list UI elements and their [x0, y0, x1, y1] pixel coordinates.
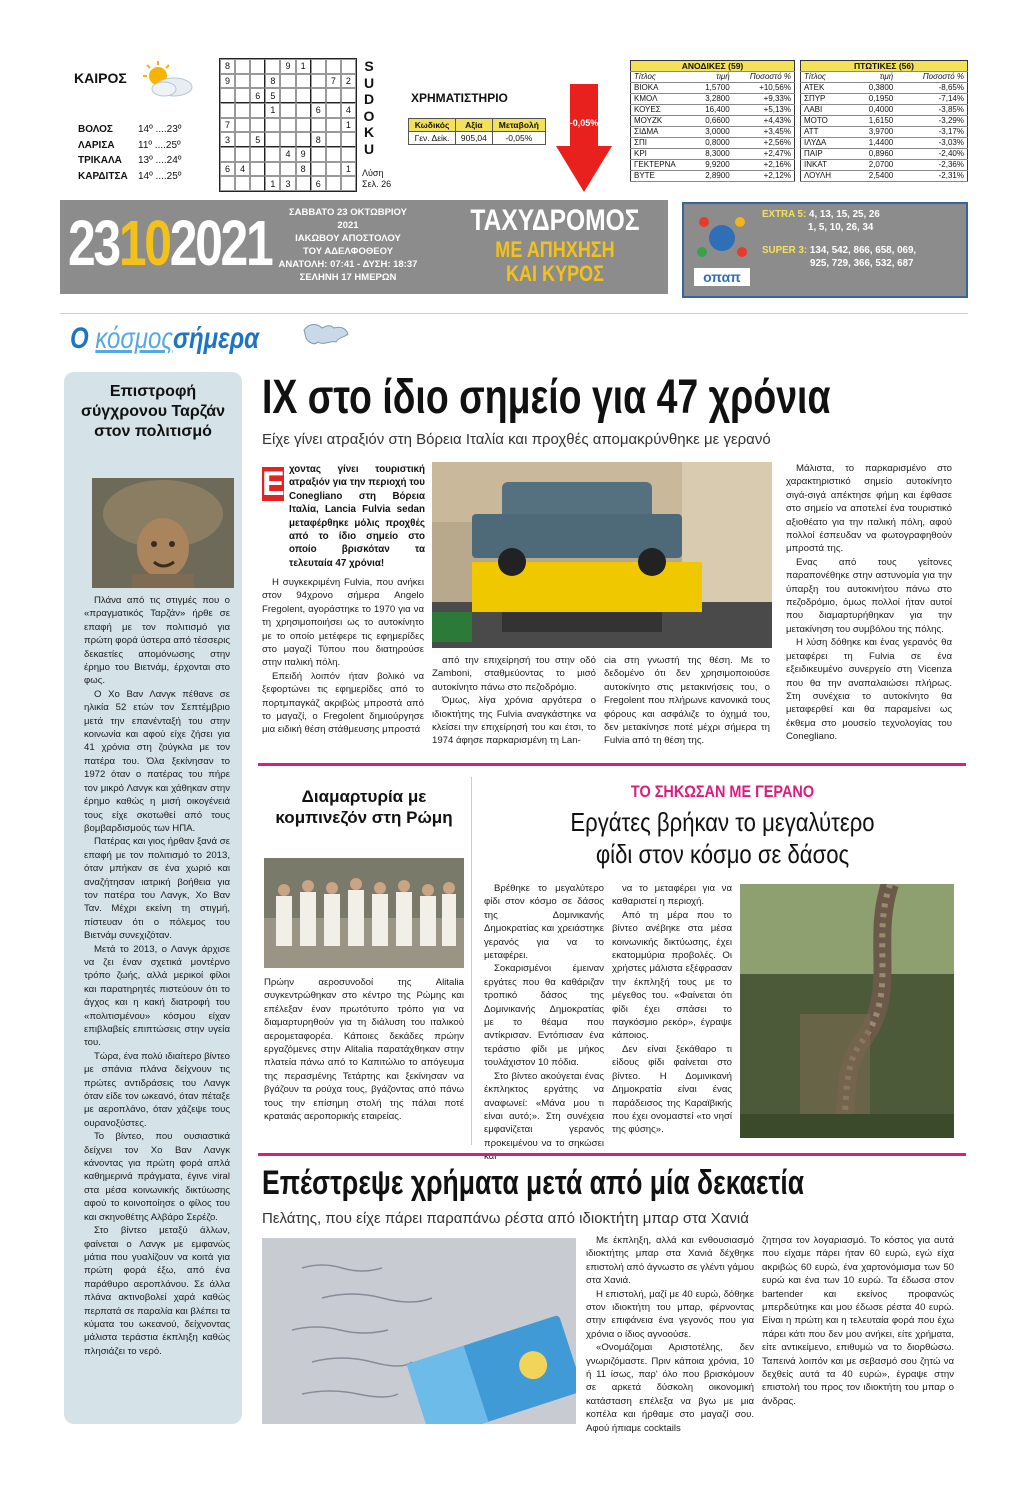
weather-temp: 14º ....23º [138, 124, 182, 135]
opap-logo-icon [692, 210, 752, 290]
article-column [432, 654, 596, 748]
article-column: cia στη γνωστή της θέση. Με το δεδομένο ότι δεν χρησιμοποιούσε αυτοκίνητο στις μετακινήσεις του, ο Fregolent που πλήρωνε κανονικά τους φόρους και ασφάλιζε το όχημά του, δεν μετακίνησε ποτέ μέχρι σήμερα τη Fulvia από τη θέση της. [604, 655, 770, 747]
extra5-numbers: 4, 13, 15, 25, 26 [809, 209, 880, 220]
sudoku-cell [296, 74, 311, 89]
sudoku-label [362, 58, 376, 157]
sudoku-cell [311, 147, 326, 162]
sudoku-cell [341, 132, 356, 147]
stock-cell: 905,04 [456, 132, 493, 145]
stock-col-header: Ποσοστό % [896, 72, 967, 83]
weather-title: ΚΑΙΡΟΣ [74, 70, 127, 86]
weather-temp: 13º ....24º [138, 155, 182, 166]
sudoku-cell [265, 162, 280, 177]
paragraph: Από τη μέρα που το βίντεο ανέβηκε στα μέσα κοινωνικής δικτύωσης, έχει εκατομμύρια προβολές. Οι χρήστες μάλιστα εξέφρασαν την έκπληξή τους με το μέγεθος του. «Φαίνεται ότι φίδι έχει σπάσει το παγκόσμιο ρεκόρ», έγραψε κάποιος. [612, 909, 732, 1042]
sudoku-cell [296, 176, 311, 191]
stock-row [631, 83, 795, 94]
sudoku-cell [296, 118, 311, 133]
date-year: 2021 [169, 207, 272, 279]
sudoku-cell [326, 162, 341, 177]
sudoku-cell: 2 [341, 74, 356, 89]
letter-and-banknote-photo [262, 1238, 576, 1424]
stock-col-header: Τίτλος [631, 72, 694, 83]
snake-title [516, 806, 928, 870]
sudoku-cell [326, 118, 341, 133]
stock-row [801, 116, 968, 127]
paragraph: Ο Χο Βαν Λανγκ πέθανε σε ηλικία 52 ετών τον Σεπτέμβριο μετά την επανένταξή του στην κοινωνία και αφού είχε ζήσει για 41 χρόνια στη ζούγκλα με τον πατέρα του. Όλα ξεκίνησαν το 1972 όταν ο πατέρας του πήρε τον μικρό Λανγκ και χάθηκαν στην έρημο καθώς η μισή οικογένειά τους είχε σκοτωθεί από τους βομβαρδισμούς των ΗΠΑ. [84, 688, 230, 834]
paragraph: Μάλιστα, το παρκαρισμένο στο χαρακτηριστικό σημείο αυτοκίνητο σιγά-σιγά απέκτησε φήμη και έφθασε στο σημείο να αποτελεί ένα τουριστικό αξιοθέατο για την ιταλική πόλη, αφού πολλοί έσπευδαν να φωτογραφηθούν μπροστά της. [786, 463, 952, 555]
protest-photo [264, 858, 464, 968]
stock-cell: +10,56% [733, 83, 795, 94]
stock-row [631, 105, 795, 116]
stock-cell: -3,03% [896, 138, 967, 149]
stock-header: Μεταβολή [492, 119, 545, 132]
sudoku-letter: D [363, 91, 375, 107]
date-month: 10 [118, 207, 170, 279]
sudoku-grid [219, 58, 357, 192]
index-change: -0,05% [569, 118, 599, 128]
banner-o: Ο [70, 322, 89, 355]
date-day: 23 [68, 207, 119, 279]
paragraph: από την επιχείρησή του στην οδό Zamboni, σταθμεύοντας το μισό αυτοκίνητο πάνω στο πεζοδρόμιο. [432, 655, 596, 693]
sudoku-cell [250, 74, 265, 89]
sudoku-cell [326, 88, 341, 103]
weather-city: ΒΟΛΟΣ [78, 124, 113, 135]
extra5-numbers-2: 1, 5, 10, 26, 34 [808, 222, 874, 233]
stock-cell: Γεν. Δείκ. [409, 132, 456, 145]
stock-cell: 0,8960 [851, 149, 897, 160]
paragraph: Πατέρας και γιος ήρθαν ξανά σε επαφή με τον πολιτισμό το 2013, όταν μπήκαν σε ένα χωριό και αναζήτησαν ιατρική βοήθεια για τον πατέρα του Λανγκ, Χο Βαν Ταν. Μέχρι εκείνη τη στιγμή, πίστευαν ότι ο πόλεμος του Βιετνάμ συνεχιζόταν. [84, 836, 230, 942]
big-date [68, 206, 271, 280]
sudoku-letter: O [363, 107, 375, 124]
sudoku-cell: 6 [250, 88, 265, 103]
stock-cell: ΙΝΚΑΤ [801, 160, 851, 171]
sudoku-cell: 7 [326, 74, 341, 89]
sudoku-cell [280, 103, 295, 118]
down-arrow-icon [556, 84, 612, 192]
sudoku-letter: U [363, 74, 375, 91]
stock-header-row [631, 72, 795, 83]
weather-row [78, 153, 181, 169]
world-map-icon [300, 318, 352, 354]
stock-cell: ΜΟΤΟ [801, 116, 851, 127]
article-column: ζητησα τον λογαριασμό. Το κόστος για αυτά που είχαμε πάρει ήταν 60 ευρώ, εγώ είχα ακριβώς 60 ευρώ, ένα χαρτονόμισμα των 50 ευρώ και ένα των 10 ευρώ. Τα έδωσα στον bartender και εκείνος προφανώς μπερδεύτηκε και μου έδωσε ρέστα 40 ευρώ. Είναι η πρώτη και η τελευταία φορά που έχω πάρει κάτι που δεν μου ανήκει, είτε χρήματα, είτε αντικείμενο, επιθυμώ να το διορθώσω. Ταπεινά λοιπόν και με σεβασμό σου ζητώ να δεχθείς αυτά τα 40 ευρώ», έγραψε στην επιστολή του προς τον ιδιοκτήτη του μπαρ ο άνδρας. [762, 1235, 954, 1407]
sudoku-cell [235, 147, 250, 162]
weather-city: ΤΡΙΚΑΛΑ [78, 155, 122, 166]
stock-cell: ΣΙΔΜΑ [631, 127, 694, 138]
stock-cell: +5,13% [733, 105, 795, 116]
stock-cell: +2,16% [733, 160, 795, 171]
stock-cell: -8,65% [896, 83, 967, 94]
stock-cell: 3,9700 [851, 127, 897, 138]
sudoku-cell: 9 [296, 147, 311, 162]
stock-cell: 3,2800 [693, 94, 733, 105]
slogan [453, 238, 658, 286]
sudoku-cell: 6 [220, 162, 235, 177]
sudoku-cell: 8 [220, 59, 235, 74]
stock-header: Αξία [456, 119, 493, 132]
stock-row [631, 160, 795, 171]
stock-cell: 0,6600 [693, 116, 733, 127]
sudoku-cell [265, 59, 280, 74]
sudoku-cell [235, 103, 250, 118]
stock-row [631, 149, 795, 160]
article-column [612, 882, 732, 1137]
stock-cell: ΒΙΟΚΑ [631, 83, 694, 94]
weather-city: ΛΑΡΙΣΑ [78, 139, 115, 151]
weather-row [78, 122, 181, 138]
stock-cell: ΑΤΤ [801, 127, 851, 138]
stock-cell: -2,40% [896, 149, 967, 160]
sudoku-cell [220, 176, 235, 191]
stock-cell: ΜΟΥΖΚ [631, 116, 694, 127]
stock-cell: +9,33% [733, 94, 795, 105]
paragraph: Η επιστολή, μαζί με 40 ευρώ, δόθηκε στον ιδιοκτήτη του μπαρ, φέρνοντας στην επιφάνεια ένα γεγονός που για χρόνια ο ίδιος αγνοούσε. [586, 1288, 754, 1340]
sudoku-cell [220, 103, 235, 118]
sudoku-cell [220, 147, 235, 162]
sudoku-solution-page: Σελ. 26 [362, 179, 392, 189]
gainers-table [630, 60, 795, 182]
stock-cell: ΒΥΤΕ [631, 171, 694, 182]
stock-cell: 2,5400 [851, 171, 897, 182]
sudoku-solution-ref [362, 168, 391, 190]
weather-temp: 11º ....25º [138, 139, 181, 151]
drop-cap: Ε [262, 465, 285, 503]
stock-cell: ΛΟΥΛΗ [801, 171, 851, 182]
stock-cell: 2,0700 [851, 160, 897, 171]
weather-table [78, 122, 181, 184]
stock-cell: +3,45% [733, 127, 795, 138]
super3-numbers: 134, 542, 866, 658, 069, [809, 245, 917, 256]
sidebar-article [84, 594, 230, 1358]
stock-cell: 0,8000 [693, 138, 733, 149]
stock-cell: +2,12% [733, 171, 795, 182]
sudoku-cell [311, 88, 326, 103]
stock-cell: ΚΡΙ [631, 149, 694, 160]
stock-cell: +4,43% [733, 116, 795, 127]
sudoku-cell [296, 88, 311, 103]
sudoku-cell [280, 74, 295, 89]
stock-row [631, 171, 795, 182]
stock-cell: 0,1950 [851, 94, 897, 105]
stock-cell: -3,17% [896, 127, 967, 138]
sudoku-cell: 6 [311, 103, 326, 118]
stock-cell: 3,0000 [693, 127, 733, 138]
sudoku-cell: 5 [265, 88, 280, 103]
paragraph: Δεν είναι ξεκάθαρο τι είδους φίδι φαίνεται στο βίντεο. Η Δομινικανή Δημοκρατία είναι ένας παράδεισος της Καραϊβικής που έχει ονομαστεί «το νησί της φύσης». [612, 1043, 732, 1136]
sudoku-cell: 1 [265, 103, 280, 118]
slogan-line: ΚΑΙ ΚΥΡΟΣ [505, 261, 605, 286]
sudoku-cell [311, 118, 326, 133]
paragraph: Η λύση δόθηκε και ένας γερανός θα μεταφέρει τη Fulvia σε ένα εξειδικευμένο συνεργείο στη Vicenza που θα την αναπαλαιώσει πλήρως. Στη συνέχεια το αυτοκίνητο θα μεταφερθεί και θα παραμείνει ως έκθεμα στο μουσείο τεχνολογίας του Conegliano. [786, 637, 952, 743]
sudoku-cell: 4 [280, 147, 295, 162]
stock-cell: -2,36% [896, 160, 967, 171]
section-banner [70, 322, 259, 356]
opap-logo-text: οπαπ [703, 269, 741, 285]
weather-row [78, 169, 181, 185]
paragraph: Όμως, λίγα χρόνια αργότερα ο ιδιοκτήτης της Fulvia αναγκάστηκε να κλείσει την επιχείρησή του και έτσι, το 1974 άφησε παρκαρισμένη τη Lan- [432, 695, 596, 747]
paragraph: Μετά το 2013, ο Λανγκ άρχισε να ζει έναν σχετικά μοντέρνο τρόπο ζωής, αλλά μερικοί φίλοι και παρατηρητές πιστεύουν ότι το άγχος και η κακή διατροφή του «πολιτισμένου» κόσμου είχαν επιβλαβείς επιπτώσεις στην υγεία του. [84, 943, 230, 1049]
stock-cell: ΑΤΕΚ [801, 83, 851, 94]
sudoku-cell [341, 88, 356, 103]
date-line: ΣΑΒΒΑΤΟ 23 ΟΚΤΩΒΡΙΟΥ 2021 [288, 207, 408, 231]
sudoku-cell [265, 147, 280, 162]
sudoku-cell [326, 147, 341, 162]
sudoku-cell [250, 176, 265, 191]
stock-title-row [631, 61, 795, 72]
stock-cell: 2,8900 [693, 171, 733, 182]
stock-cell: ΚΜΟΛ [631, 94, 694, 105]
stock-cell: ΠΑΙΡ [801, 149, 851, 160]
paragraph: Στο βίντεο μεταξύ άλλων, φαίνεται ο Λανγκ με εμφανώς μάτια που γυαλίζουν να κοιτά για πρώτη φορά έξω, από ένα παράθυρο αεροπλάνου. Σε άλλα πλάνα ακτινοβολεί χαρά καθώς περπατά σε παραλία και βλέπει τα κύματα του ωκεανού, δείχνοντας μάλιστα τεράστια έκπληξη καθώς πλησιάζει το νερό. [84, 1225, 230, 1357]
sudoku-cell [265, 132, 280, 147]
stock-index-table [408, 118, 546, 145]
partly-cloudy-icon [138, 60, 196, 100]
sudoku-cell [235, 74, 250, 89]
paragraph: «Ονομάζομαι Αριστοτέλης, δεν γνωριζόμαστε. Πριν κάποια χρόνια, 10 ή 11 ίσως, παρ' όλο που βρισκόμουν σε αρκετά δύσκολη οικονομική κατάσταση επέλεξα να βγω με μια κοπέλα και ήρθαμε στο μαγαζί σου. Αφού ήπιαμε cocktails [586, 1342, 754, 1434]
column-divider [471, 777, 472, 1145]
super3-numbers-2: 925, 729, 366, 532, 687 [810, 258, 914, 269]
stock-cell: -2,31% [896, 171, 967, 182]
sudoku-cell: 8 [296, 162, 311, 177]
stock-cell: ΚΟΥΕΣ [631, 105, 694, 116]
paragraph: Με έκπληξη, αλλά και ενθουσιασμό ιδιοκτήτης μπαρ στα Χανιά δέχθηκε επιστολή από άγνωστο σε γλέντι γάμου στα Χανιά. [586, 1235, 754, 1287]
stock-cell: ΛΑΒΙ [801, 105, 851, 116]
sudoku-cell: 8 [265, 74, 280, 89]
stock-cell: 0,3800 [851, 83, 897, 94]
date-line: ΤΟΥ ΑΔΕΛΦΟΘΕΟΥ [302, 246, 394, 257]
stock-cell: ΙΛΥΔΑ [801, 138, 851, 149]
stock-row [631, 94, 795, 105]
sudoku-cell [235, 176, 250, 191]
sudoku-cell [235, 88, 250, 103]
article-column [262, 576, 424, 737]
sudoku-cell [311, 162, 326, 177]
sudoku-letter: S [364, 58, 374, 74]
sudoku-cell [326, 103, 341, 118]
stock-cell: ΓΕΚΤΕΡΝΑ [631, 160, 694, 171]
stock-row [801, 83, 968, 94]
sudoku-cell [235, 132, 250, 147]
stock-row [631, 138, 795, 149]
sudoku-cell [311, 59, 326, 74]
sudoku-cell: 9 [220, 74, 235, 89]
protest-article: Πρώην αεροσυνοδοί της Alitalia συγκεντρώθηκαν στο κέντρο της Ρώμης και επέλεξαν έναν πρωτότυπο τρόπο για να διαμαρτυρηθούν για τη διάλυση του ιταλικού αερομεταφορέα. Κάποιες δεκάδες πρώην εργαζόμενες στην Alitalia παρατάχθηκαν στην πλατεία πάνω από το Καπιτώλιο το απόγευμα της περασμένης Τετάρτης και ξεκίνησαν να βγάζουν τα ρούχα τους, βγάζοντας από πάνω τους την επίσημη στολή της πάλαι ποτέ κραταιάς αεροπορικής εταιρείας. [264, 977, 464, 1123]
stock-table-title: ΠΤΩΤΙΚΕΣ (56) [801, 61, 968, 72]
newspaper-name: ΤΑΧΥΔΡΟΜΟΣ [470, 204, 640, 237]
sudoku-cell [341, 176, 356, 191]
date-info [278, 206, 418, 284]
date-line: ΑΝΑΤΟΛΗ: 07:41 - ΔΥΣΗ: 18:37 [278, 259, 418, 270]
stock-row [801, 138, 968, 149]
sudoku-cell [341, 59, 356, 74]
sudoku-cell [235, 118, 250, 133]
weather-city: ΚΑΡΔΙΤΣΑ [78, 170, 128, 182]
sudoku-cell [250, 59, 265, 74]
sudoku-cell [250, 118, 265, 133]
sudoku-cell [326, 176, 341, 191]
sudoku-letter: K [363, 124, 375, 140]
stock-row [801, 105, 968, 116]
banner-kosmos: κόσμος [95, 322, 174, 355]
stock-row [631, 116, 795, 127]
sudoku-cell [265, 118, 280, 133]
losers-table [800, 60, 968, 182]
giant-snake-photo [740, 884, 954, 1138]
weather-temp: 14º ....25º [138, 170, 182, 182]
subtitle-car: Είχε γίνει ατραξιόν στη Βόρεια Ιταλία και προχθές απομακρύνθηκε με γερανό [262, 431, 771, 448]
slogan-line: ΜΕ ΑΠΗΧΗΣΗ [495, 237, 615, 262]
date-line: ΙΑΚΩΒΟΥ ΑΠΟΣΤΟΛΟΥ [295, 233, 401, 244]
snake-title-line: φίδι στον κόσμο σε δάσος [595, 839, 850, 869]
extra5-label: EXTRA 5: [762, 209, 807, 220]
sudoku-cell: 4 [235, 162, 250, 177]
article-column [786, 462, 952, 744]
stock-cell: +2,47% [733, 149, 795, 160]
sudoku-cell [235, 59, 250, 74]
sidebar-title: Επιστροφή σύγχρονου Ταρζάν στον πολιτισμό [81, 383, 225, 440]
stock-title-row [801, 61, 968, 72]
sudoku-cell [250, 147, 265, 162]
paragraph: Πλάνα από τις στιγμές που ο «πραγματικός Ταρζάν» ήρθε σε επαφή με τον πολιτισμό για πρώτη φορά ύστερα από τέσσερις δεκαετίες απομόνωσης στην έρημο του Βιετνάμ, έρχονται στο φως. [84, 595, 230, 687]
sudoku-cell [280, 132, 295, 147]
article-column [586, 1234, 754, 1435]
stock-row [801, 171, 968, 182]
paragraph: Η συγκεκριμένη Fulvia, που ανήκει στον 94χρονο σήμερα Angelo Fregolent, αγοράστηκε το 1970 για να τη χρησιμοποιήσει ως το αυτοκίνητο με το οποίο μετέφερε τις εφημερίδες στο μαγαζί Τύπου που διατηρούσε στην ιταλική πόλη. [262, 577, 424, 669]
sudoku-cell [296, 132, 311, 147]
sudoku-cell: 3 [280, 176, 295, 191]
paragraph: Τώρα, ένα πολύ ιδιαίτερο βίντεο με σπάνια πλάνα δείχνουν τις πρώτες αντιδράσεις του Λανγκ όταν είδε τον ωκεανό, όταν πέταξε με αεροπλάνο, όταν χάζεψε τους ουρανοξύστες. [84, 1050, 230, 1129]
stock-cell: 9,9200 [693, 160, 733, 171]
headline-car: ΙΧ στο ίδιο σημείο για 47 χρόνια [262, 371, 831, 424]
stock-table-title: ΑΝΟΔΙΚΕΣ (59) [631, 61, 795, 72]
stock-col-header: τιμή [693, 72, 733, 83]
sudoku-cell [250, 103, 265, 118]
sudoku-cell: 1 [341, 162, 356, 177]
banner-divider [60, 313, 968, 314]
stock-col-header: τιμή [851, 72, 897, 83]
section-divider [258, 1153, 966, 1156]
paragraph: Βρέθηκε το μεγαλύτερο φίδι στον κόσμο σε δάσος της Δομινικανής Δημοκρατίας και χρειάστηκε γερανός για να το μεταφέρει. [484, 883, 604, 962]
stock-cell: -3,85% [896, 105, 967, 116]
sudoku-cell: 9 [280, 59, 295, 74]
sudoku-cell [280, 162, 295, 177]
snake-title-line: Εργάτες βρήκαν το μεγαλύτερο [570, 807, 875, 837]
tarzan-photo [92, 478, 234, 588]
date-line: ΣΕΛΗΝΗ 17 ΗΜΕΡΩΝ [299, 272, 397, 283]
stock-cell: 1,4400 [851, 138, 897, 149]
paragraph: Σοκαρισμένοι έμειναν εργάτες που θα καθάριζαν τροπικό δάσος της Δομινικανής Δημοκρατίας με το θέαμα που αντίκρισαν. Εντόπισαν ένα τεράστιο φίδι με μήκος τουλάχιστον 10 πόδια. [484, 963, 604, 1069]
lotto-results [762, 208, 962, 270]
super3-label: SUPER 3: [762, 245, 808, 256]
sudoku-cell: 8 [311, 132, 326, 147]
sudoku-cell [250, 162, 265, 177]
sudoku-cell: 6 [311, 176, 326, 191]
sudoku-cell [296, 103, 311, 118]
section-divider [258, 763, 966, 766]
stock-row [801, 127, 968, 138]
sudoku-cell: 7 [220, 118, 235, 133]
banner-simera: σήμερα [173, 322, 260, 355]
stock-col-header: Ποσοστό % [733, 72, 795, 83]
sudoku-cell: 1 [265, 176, 280, 191]
stock-col-header: Τίτλος [801, 72, 851, 83]
stock-cell: -3,29% [896, 116, 967, 127]
protest-title: Διαμαρτυρία με κομπινεζόν στη Ρώμη [275, 787, 453, 827]
sudoku-cell: 1 [296, 59, 311, 74]
paragraph: Επειδή λοιπόν ήταν βολικό να ξεφορτώνει τις εφημερίδες από το πορτμπαγκάζ ακριβώς μπροστά από το μαγαζί, ο Fregolent δημιούργησε μια ειδική θέση στάθμευσης μπροστά [262, 670, 424, 736]
article-column [484, 882, 604, 1164]
stock-cell: +2,56% [733, 138, 795, 149]
subtitle-money: Πελάτης, που είχε πάρει παραπάνω ρέστα από ιδιοκτήτη μπαρ στα Χανιά [262, 1210, 749, 1227]
stock-cell: ΣΠΥΡ [801, 94, 851, 105]
sudoku-cell: 1 [341, 118, 356, 133]
stock-cell: 8,3000 [693, 149, 733, 160]
paragraph: Ενας από τους γείτονες παραπονέθηκε στην αστυνομία για την ύπαρξη του αυτοκινήτου πάνω στο πεζοδρόμιο, όμως πολλοί ήταν αυτοί που διαμαρτυρήθηκαν για την μετακίνηση του συμβόλου της πόλης. [786, 556, 952, 635]
paragraph: να το μεταφέρει για να καθαριστεί η περιοχή. [612, 883, 732, 908]
sudoku-cell [280, 118, 295, 133]
sudoku-cell [220, 88, 235, 103]
article-lead: χοντας γίνει τουριστική ατραξιόν για την περιοχή του Conegliano στη Βόρεια Ιταλία, Lancia Fulvia sedan μεταφέρθηκε μόλις προχθές από το ίδιο σημείο στο οποίο βρισκόταν τα τελευταία 47 χρόνια! [289, 464, 425, 569]
sudoku-cell [280, 88, 295, 103]
sudoku-cell [326, 59, 341, 74]
stock-row [801, 94, 968, 105]
stock-header: Κωδικός [409, 119, 456, 132]
stock-cell: -0,05% [492, 132, 545, 145]
stock-header-row [801, 72, 968, 83]
stock-cell: 16,400 [693, 105, 733, 116]
stock-cell: -7,14% [896, 94, 967, 105]
stock-row [631, 127, 795, 138]
stock-title: ΧΡΗΜΑΤΙΣΤΗΡΙΟ [411, 91, 508, 105]
sudoku-cell [341, 147, 356, 162]
sudoku-cell [311, 74, 326, 89]
sudoku-solution-label: Λύση [362, 168, 384, 178]
sudoku-cell: 3 [220, 132, 235, 147]
paragraph: Το βίντεο, που ουσιαστικά δείχνει τον Χο Βαν Λανγκ κάνοντας για πρώτη φορά απλά καθημερινά πράγματα, έγινε viral στα μέσα κοινωνικής δικτύωσης αφού το κοινοποίησε ο φίλος του και σκηνοθέτης Αλβάρο Σερέζο. [84, 1131, 230, 1223]
sudoku-cell [326, 132, 341, 147]
paragraph: Στο βίντεο ακούγεται ένας έκπληκτος εργάτης να αναφωνεί: «Μάνα μου τι είναι αυτό;». Στη συνέχεια εμφανίζεται γερανός προκειμένου να το σηκώσει και [484, 1070, 604, 1163]
headline-money: Επέστρεψε χρήματα μετά από μία δεκαετία [262, 1164, 805, 1202]
stock-cell: ΣΠΙ [631, 138, 694, 149]
stock-cell: 1,5700 [693, 83, 733, 94]
sudoku-cell: 5 [250, 132, 265, 147]
stock-row [801, 160, 968, 171]
stock-cell: 1,6150 [851, 116, 897, 127]
snake-kicker: ΤΟ ΣΗΚΩΣΑΝ ΜΕ ΓΕΡΑΝΟ [630, 782, 815, 801]
stock-row [801, 149, 968, 160]
car-on-tow-truck-photo [432, 462, 772, 648]
sudoku-letter: U [363, 140, 375, 157]
sudoku-cell: 4 [341, 103, 356, 118]
weather-row [78, 138, 181, 154]
stock-cell: 0,4000 [851, 105, 897, 116]
